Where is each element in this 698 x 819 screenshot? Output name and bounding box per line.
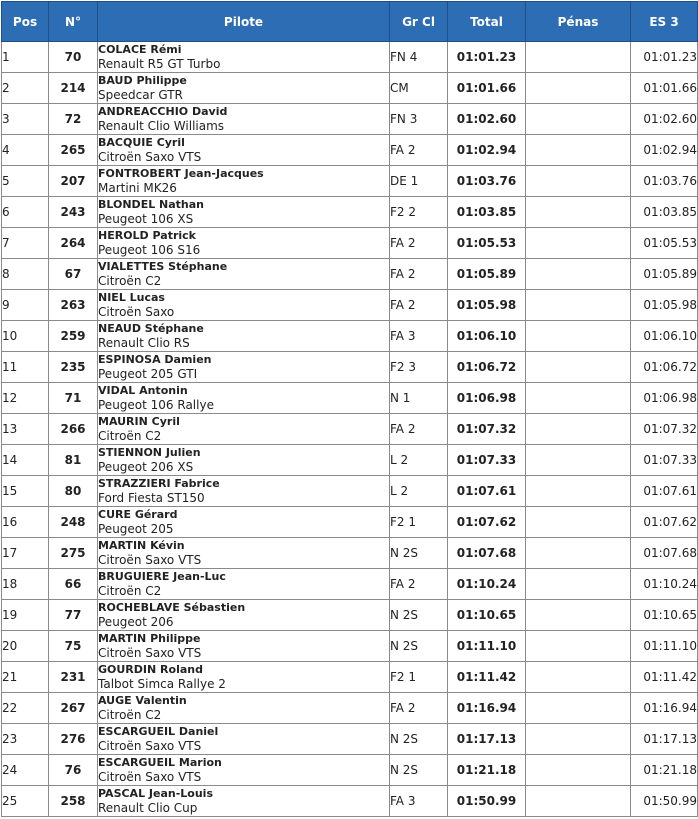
header-num: N° bbox=[49, 2, 98, 42]
car-model: Talbot Simca Rallye 2 bbox=[98, 677, 226, 691]
car-model: Citroën C2 bbox=[98, 429, 162, 443]
cell-num: 75 bbox=[49, 631, 98, 662]
table-row bbox=[2, 73, 698, 104]
table-row bbox=[2, 166, 698, 197]
cell-total: 01:01.66 bbox=[448, 73, 526, 104]
cell-pilote bbox=[98, 724, 390, 755]
driver-name: STRAZZIERI Fabrice bbox=[98, 477, 220, 490]
cell-grcl: N 2S bbox=[390, 755, 448, 786]
cell-es: 01:21.18 bbox=[631, 755, 698, 786]
cell-grcl: F2 1 bbox=[390, 507, 448, 538]
header-total: Total bbox=[448, 2, 526, 42]
cell-grcl: L 2 bbox=[390, 476, 448, 507]
car-model: Citroën Saxo VTS bbox=[98, 646, 202, 660]
cell-grcl: N 2S bbox=[390, 724, 448, 755]
driver-name: GOURDIN Roland bbox=[98, 663, 203, 676]
cell-penas bbox=[526, 786, 631, 817]
cell-es: 01:07.61 bbox=[631, 476, 698, 507]
cell-total: 01:06.72 bbox=[448, 352, 526, 383]
cell-grcl: DE 1 bbox=[390, 166, 448, 197]
cell-num: 259 bbox=[49, 321, 98, 352]
car-model: Peugeot 106 Rallye bbox=[98, 398, 214, 412]
cell-penas bbox=[526, 507, 631, 538]
header-grcl: Gr Cl bbox=[390, 2, 448, 42]
cell-total: 01:07.61 bbox=[448, 476, 526, 507]
cell-pilote bbox=[98, 352, 390, 383]
cell-num: 264 bbox=[49, 228, 98, 259]
cell-total: 01:07.33 bbox=[448, 445, 526, 476]
cell-grcl: N 1 bbox=[390, 383, 448, 414]
car-model: Renault R5 GT Turbo bbox=[98, 57, 221, 71]
cell-pos: 8 bbox=[2, 259, 49, 290]
results-table bbox=[1, 1, 698, 817]
cell-grcl: L 2 bbox=[390, 445, 448, 476]
cell-num: 275 bbox=[49, 538, 98, 569]
cell-total: 01:01.23 bbox=[448, 42, 526, 73]
cell-penas bbox=[526, 104, 631, 135]
cell-pos: 10 bbox=[2, 321, 49, 352]
cell-pos: 15 bbox=[2, 476, 49, 507]
car-model: Martini MK26 bbox=[98, 181, 177, 195]
table-row bbox=[2, 569, 698, 600]
cell-pilote bbox=[98, 693, 390, 724]
cell-num: 266 bbox=[49, 414, 98, 445]
driver-name: BACQUIE Cyril bbox=[98, 136, 185, 149]
driver-name: VIALETTES Stéphane bbox=[98, 260, 228, 273]
cell-pilote bbox=[98, 383, 390, 414]
driver-name: ESPINOSA Damien bbox=[98, 353, 212, 366]
cell-es: 01:50.99 bbox=[631, 786, 698, 817]
driver-name: VIDAL Antonin bbox=[98, 384, 188, 397]
table-row bbox=[2, 724, 698, 755]
cell-grcl: FN 4 bbox=[390, 42, 448, 73]
cell-num: 235 bbox=[49, 352, 98, 383]
cell-pos: 16 bbox=[2, 507, 49, 538]
cell-pilote bbox=[98, 290, 390, 321]
car-model: Peugeot 205 GTI bbox=[98, 367, 198, 381]
cell-grcl: F2 2 bbox=[390, 197, 448, 228]
car-model: Citroën Saxo VTS bbox=[98, 770, 202, 784]
cell-es: 01:06.10 bbox=[631, 321, 698, 352]
cell-penas bbox=[526, 383, 631, 414]
cell-pos: 3 bbox=[2, 104, 49, 135]
cell-penas bbox=[526, 73, 631, 104]
table-row bbox=[2, 600, 698, 631]
table-row bbox=[2, 445, 698, 476]
driver-name: NIEL Lucas bbox=[98, 291, 165, 304]
cell-penas bbox=[526, 662, 631, 693]
driver-name: MARTIN Philippe bbox=[98, 632, 201, 645]
cell-pilote bbox=[98, 786, 390, 817]
cell-pos: 20 bbox=[2, 631, 49, 662]
table-row bbox=[2, 755, 698, 786]
cell-pilote bbox=[98, 569, 390, 600]
cell-penas bbox=[526, 538, 631, 569]
cell-total: 01:03.85 bbox=[448, 197, 526, 228]
cell-es: 01:01.66 bbox=[631, 73, 698, 104]
cell-pos: 6 bbox=[2, 197, 49, 228]
cell-num: 248 bbox=[49, 507, 98, 538]
cell-pilote bbox=[98, 197, 390, 228]
cell-grcl: FA 2 bbox=[390, 135, 448, 166]
cell-pilote bbox=[98, 414, 390, 445]
cell-pos: 4 bbox=[2, 135, 49, 166]
cell-num: 71 bbox=[49, 383, 98, 414]
cell-penas bbox=[526, 755, 631, 786]
cell-penas bbox=[526, 693, 631, 724]
cell-pilote bbox=[98, 507, 390, 538]
car-model: Citroën C2 bbox=[98, 708, 162, 722]
cell-pilote bbox=[98, 166, 390, 197]
cell-total: 01:21.18 bbox=[448, 755, 526, 786]
driver-name: ESCARGUEIL Daniel bbox=[98, 725, 219, 738]
cell-es: 01:07.33 bbox=[631, 445, 698, 476]
cell-pos: 25 bbox=[2, 786, 49, 817]
cell-total: 01:11.10 bbox=[448, 631, 526, 662]
driver-name: BLONDEL Nathan bbox=[98, 198, 205, 211]
cell-es: 01:01.23 bbox=[631, 42, 698, 73]
driver-name: FONTROBERT Jean-Jacques bbox=[98, 167, 264, 180]
cell-total: 01:07.62 bbox=[448, 507, 526, 538]
cell-pos: 22 bbox=[2, 693, 49, 724]
cell-es: 01:06.98 bbox=[631, 383, 698, 414]
cell-pilote bbox=[98, 228, 390, 259]
cell-num: 276 bbox=[49, 724, 98, 755]
cell-grcl: FA 2 bbox=[390, 259, 448, 290]
table-row bbox=[2, 135, 698, 166]
cell-penas bbox=[526, 414, 631, 445]
table-row bbox=[2, 476, 698, 507]
cell-num: 207 bbox=[49, 166, 98, 197]
cell-penas bbox=[526, 228, 631, 259]
cell-pilote bbox=[98, 42, 390, 73]
driver-name: COLACE Rémi bbox=[98, 43, 182, 56]
car-model: Renault Clio Cup bbox=[98, 801, 198, 815]
table-row bbox=[2, 383, 698, 414]
cell-pos: 11 bbox=[2, 352, 49, 383]
cell-es: 01:10.24 bbox=[631, 569, 698, 600]
table-row bbox=[2, 693, 698, 724]
cell-grcl: N 2S bbox=[390, 538, 448, 569]
header-es: ES 3 bbox=[631, 2, 698, 42]
cell-pilote bbox=[98, 755, 390, 786]
driver-name: CURE Gérard bbox=[98, 508, 178, 521]
cell-grcl: FN 3 bbox=[390, 104, 448, 135]
cell-pos: 24 bbox=[2, 755, 49, 786]
cell-es: 01:10.65 bbox=[631, 600, 698, 631]
cell-es: 01:07.32 bbox=[631, 414, 698, 445]
driver-name: ESCARGUEIL Marion bbox=[98, 756, 222, 769]
cell-penas bbox=[526, 476, 631, 507]
cell-es: 01:11.10 bbox=[631, 631, 698, 662]
cell-pilote bbox=[98, 631, 390, 662]
table-row bbox=[2, 197, 698, 228]
table-row bbox=[2, 104, 698, 135]
driver-name: ROCHEBLAVE Sébastien bbox=[98, 601, 246, 614]
table-row bbox=[2, 631, 698, 662]
cell-penas bbox=[526, 197, 631, 228]
cell-grcl: FA 2 bbox=[390, 228, 448, 259]
cell-grcl: FA 3 bbox=[390, 786, 448, 817]
car-model: Citroën Saxo bbox=[98, 305, 175, 319]
header-row bbox=[2, 2, 698, 42]
cell-es: 01:05.98 bbox=[631, 290, 698, 321]
driver-name: BRUGUIERE Jean-Luc bbox=[98, 570, 226, 583]
header-pos: Pos bbox=[2, 2, 49, 42]
car-model: Peugeot 106 S16 bbox=[98, 243, 201, 257]
cell-pos: 14 bbox=[2, 445, 49, 476]
car-model: Peugeot 205 bbox=[98, 522, 174, 536]
driver-name: BAUD Philippe bbox=[98, 74, 187, 87]
cell-penas bbox=[526, 166, 631, 197]
cell-es: 01:02.94 bbox=[631, 135, 698, 166]
driver-name: PASCAL Jean-Louis bbox=[98, 787, 214, 800]
table-row bbox=[2, 507, 698, 538]
cell-grcl: FA 2 bbox=[390, 414, 448, 445]
cell-pos: 7 bbox=[2, 228, 49, 259]
car-model: Peugeot 106 XS bbox=[98, 212, 194, 226]
car-model: Citroën Saxo VTS bbox=[98, 739, 202, 753]
cell-pos: 1 bbox=[2, 42, 49, 73]
cell-num: 263 bbox=[49, 290, 98, 321]
cell-num: 77 bbox=[49, 600, 98, 631]
car-model: Citroën C2 bbox=[98, 274, 162, 288]
cell-pos: 13 bbox=[2, 414, 49, 445]
driver-name: AUGE Valentin bbox=[98, 694, 187, 707]
cell-pilote bbox=[98, 476, 390, 507]
car-model: Ford Fiesta ST150 bbox=[98, 491, 205, 505]
car-model: Peugeot 206 bbox=[98, 615, 174, 629]
table-row bbox=[2, 662, 698, 693]
cell-grcl: F2 3 bbox=[390, 352, 448, 383]
cell-total: 01:10.65 bbox=[448, 600, 526, 631]
cell-total: 01:06.98 bbox=[448, 383, 526, 414]
cell-grcl: CM bbox=[390, 73, 448, 104]
cell-num: 76 bbox=[49, 755, 98, 786]
cell-num: 265 bbox=[49, 135, 98, 166]
cell-penas bbox=[526, 290, 631, 321]
cell-num: 70 bbox=[49, 42, 98, 73]
cell-pilote bbox=[98, 662, 390, 693]
cell-num: 81 bbox=[49, 445, 98, 476]
cell-pilote bbox=[98, 321, 390, 352]
cell-pilote bbox=[98, 259, 390, 290]
cell-es: 01:17.13 bbox=[631, 724, 698, 755]
cell-penas bbox=[526, 569, 631, 600]
cell-num: 258 bbox=[49, 786, 98, 817]
car-model: Citroën C2 bbox=[98, 584, 162, 598]
cell-penas bbox=[526, 42, 631, 73]
cell-grcl: FA 2 bbox=[390, 290, 448, 321]
cell-num: 80 bbox=[49, 476, 98, 507]
header-pilote: Pilote bbox=[98, 2, 390, 42]
car-model: Renault Clio Williams bbox=[98, 119, 225, 133]
cell-total: 01:11.42 bbox=[448, 662, 526, 693]
table-row bbox=[2, 538, 698, 569]
cell-total: 01:16.94 bbox=[448, 693, 526, 724]
cell-pos: 17 bbox=[2, 538, 49, 569]
cell-pos: 2 bbox=[2, 73, 49, 104]
cell-total: 01:17.13 bbox=[448, 724, 526, 755]
cell-num: 67 bbox=[49, 259, 98, 290]
car-model: Citroën Saxo VTS bbox=[98, 150, 202, 164]
table-row bbox=[2, 321, 698, 352]
cell-penas bbox=[526, 352, 631, 383]
cell-total: 01:10.24 bbox=[448, 569, 526, 600]
cell-pos: 12 bbox=[2, 383, 49, 414]
cell-num: 243 bbox=[49, 197, 98, 228]
driver-name: NEAUD Stéphane bbox=[98, 322, 204, 335]
cell-total: 01:07.32 bbox=[448, 414, 526, 445]
cell-pos: 18 bbox=[2, 569, 49, 600]
driver-name: ANDREACCHIO David bbox=[98, 105, 228, 118]
cell-pos: 9 bbox=[2, 290, 49, 321]
cell-grcl: FA 2 bbox=[390, 693, 448, 724]
cell-penas bbox=[526, 600, 631, 631]
cell-es: 01:05.89 bbox=[631, 259, 698, 290]
cell-pos: 23 bbox=[2, 724, 49, 755]
cell-grcl: FA 2 bbox=[390, 569, 448, 600]
cell-total: 01:02.94 bbox=[448, 135, 526, 166]
cell-pos: 19 bbox=[2, 600, 49, 631]
cell-total: 01:02.60 bbox=[448, 104, 526, 135]
cell-total: 01:50.99 bbox=[448, 786, 526, 817]
cell-es: 01:03.76 bbox=[631, 166, 698, 197]
cell-pos: 21 bbox=[2, 662, 49, 693]
cell-pilote bbox=[98, 445, 390, 476]
cell-es: 01:05.53 bbox=[631, 228, 698, 259]
cell-grcl: N 2S bbox=[390, 600, 448, 631]
cell-es: 01:02.60 bbox=[631, 104, 698, 135]
cell-num: 72 bbox=[49, 104, 98, 135]
cell-penas bbox=[526, 321, 631, 352]
cell-pilote bbox=[98, 538, 390, 569]
table-row bbox=[2, 42, 698, 73]
table-row bbox=[2, 290, 698, 321]
driver-name: MAURIN Cyril bbox=[98, 415, 180, 428]
cell-penas bbox=[526, 445, 631, 476]
cell-es: 01:07.62 bbox=[631, 507, 698, 538]
table-row bbox=[2, 228, 698, 259]
cell-pilote bbox=[98, 600, 390, 631]
cell-pos: 5 bbox=[2, 166, 49, 197]
driver-name: STIENNON Julien bbox=[98, 446, 201, 459]
cell-es: 01:11.42 bbox=[631, 662, 698, 693]
results-body bbox=[2, 42, 698, 817]
cell-grcl: FA 3 bbox=[390, 321, 448, 352]
cell-pilote bbox=[98, 73, 390, 104]
cell-total: 01:07.68 bbox=[448, 538, 526, 569]
cell-total: 01:03.76 bbox=[448, 166, 526, 197]
cell-es: 01:07.68 bbox=[631, 538, 698, 569]
cell-penas bbox=[526, 631, 631, 662]
driver-name: MARTIN Kévin bbox=[98, 539, 185, 552]
cell-total: 01:06.10 bbox=[448, 321, 526, 352]
cell-penas bbox=[526, 135, 631, 166]
cell-grcl: N 2S bbox=[390, 631, 448, 662]
cell-es: 01:03.85 bbox=[631, 197, 698, 228]
car-model: Peugeot 206 XS bbox=[98, 460, 194, 474]
cell-total: 01:05.53 bbox=[448, 228, 526, 259]
cell-pilote bbox=[98, 135, 390, 166]
cell-num: 66 bbox=[49, 569, 98, 600]
cell-total: 01:05.98 bbox=[448, 290, 526, 321]
cell-num: 214 bbox=[49, 73, 98, 104]
driver-name: HEROLD Patrick bbox=[98, 229, 196, 242]
cell-es: 01:06.72 bbox=[631, 352, 698, 383]
car-model: Speedcar GTR bbox=[98, 88, 183, 102]
table-row bbox=[2, 352, 698, 383]
cell-es: 01:16.94 bbox=[631, 693, 698, 724]
header-penas: Pénas bbox=[526, 2, 631, 42]
results-header bbox=[2, 2, 698, 42]
cell-pilote bbox=[98, 104, 390, 135]
cell-num: 267 bbox=[49, 693, 98, 724]
table-row bbox=[2, 259, 698, 290]
cell-total: 01:05.89 bbox=[448, 259, 526, 290]
cell-num: 231 bbox=[49, 662, 98, 693]
car-model: Citroën Saxo VTS bbox=[98, 553, 202, 567]
cell-grcl: F2 1 bbox=[390, 662, 448, 693]
cell-penas bbox=[526, 259, 631, 290]
table-row bbox=[2, 414, 698, 445]
car-model: Renault Clio RS bbox=[98, 336, 190, 350]
cell-penas bbox=[526, 724, 631, 755]
table-row bbox=[2, 786, 698, 817]
